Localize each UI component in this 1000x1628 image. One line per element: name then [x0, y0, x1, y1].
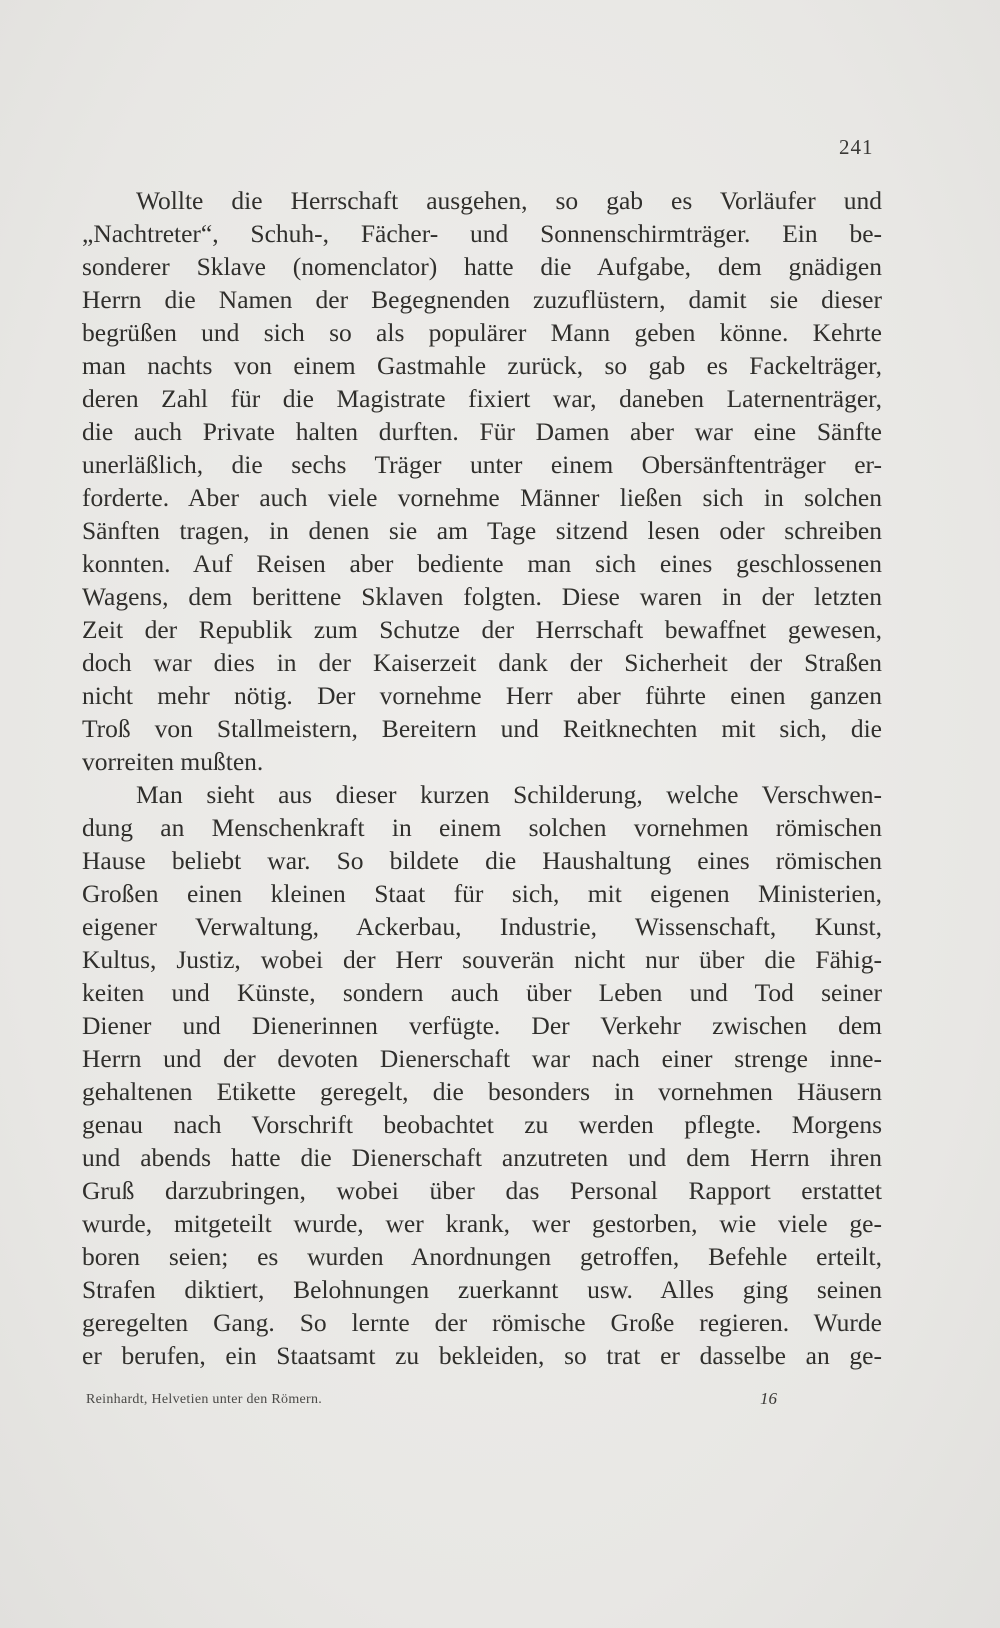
text-line: man nachts von einem Gastmahle zurück, so gab es Fackelträger,: [82, 351, 882, 380]
text-line: Man sieht aus dieser kurzen Schilderung, welche Verschwen-: [136, 780, 882, 809]
text-line: Herrn und der devoten Dienerschaft war nach einer strenge inne-: [82, 1044, 882, 1073]
footer-note: Reinhardt, Helvetien unter den Römern.: [86, 1392, 323, 1407]
text-line: Großen einen kleinen Staat für sich, mit eigenen Ministerien,: [82, 879, 882, 908]
text-line: begrüßen und sich so als populärer Mann geben könne. Kehrte: [82, 318, 882, 347]
text-line: Herrn die Namen der Begegnenden zuzuflüstern, damit sie dieser: [82, 285, 882, 314]
text-line: geregelten Gang. So lernte der römische Große regieren. Wurde: [82, 1308, 882, 1337]
text-line: nicht mehr nötig. Der vornehme Herr aber führte einen ganzen: [82, 681, 882, 710]
text-line: Strafen diktiert, Belohnungen zuerkannt usw. Alles ging seinen: [82, 1275, 882, 1304]
text-line: wurde, mitgeteilt wurde, wer krank, wer gestorben, wie viele ge-: [82, 1209, 882, 1238]
text-line: Sänften tragen, in denen sie am Tage sitzend lesen oder schreiben: [82, 516, 882, 545]
text-line: konnten. Auf Reisen aber bediente man sich eines geschlossenen: [82, 549, 882, 578]
body-text: [82, 184, 882, 1372]
text-line: die auch Private halten durften. Für Damen aber war eine Sänfte: [82, 417, 882, 446]
text-line: Hause beliebt war. So bildete die Haushaltung eines römischen: [82, 846, 882, 875]
text-line: dung an Menschenkraft in einem solchen vornehmen römischen: [82, 813, 882, 842]
text-line: vorreiten mußten.: [82, 747, 264, 776]
text-line: unerläßlich, die sechs Träger unter einem Obersänftenträger er-: [82, 450, 882, 479]
text-line: Gruß darzubringen, wobei über das Personal Rapport erstattet: [82, 1176, 882, 1205]
text-line: keiten und Künste, sondern auch über Leben und Tod seiner: [82, 978, 882, 1007]
text-line: genau nach Vorschrift beobachtet zu werden pflegte. Morgens: [82, 1110, 882, 1139]
text-line: Zeit der Republik zum Schutze der Herrschaft bewaffnet gewesen,: [82, 615, 882, 644]
text-line: boren seien; es wurden Anordnungen getroffen, Befehle erteilt,: [82, 1242, 882, 1271]
text-line: Diener und Dienerinnen verfügte. Der Verkehr zwischen dem: [82, 1011, 882, 1040]
text-line: Wollte die Herrschaft ausgehen, so gab es Vorläufer und: [136, 186, 882, 215]
text-line: gehaltenen Etikette geregelt, die besonders in vornehmen Häusern: [82, 1077, 882, 1106]
text-line: „Nachtreter“, Schuh-, Fächer- und Sonnenschirmträger. Ein be-: [82, 219, 882, 248]
text-line: eigener Verwaltung, Ackerbau, Industrie, Wissenschaft, Kunst,: [82, 912, 882, 941]
text-line: doch war dies in der Kaiserzeit dank der Sicherheit der Straßen: [82, 648, 882, 677]
text-line: und abends hatte die Dienerschaft anzutreten und dem Herrn ihren: [82, 1143, 882, 1172]
text-line: er berufen, ein Staatsamt zu bekleiden, so trat er dasselbe an ge-: [82, 1341, 882, 1370]
page-number: 241: [839, 135, 874, 159]
text-line: forderte. Aber auch viele vornehme Männer ließen sich in solchen: [82, 483, 882, 512]
text-line: deren Zahl für die Magistrate fixiert war, daneben Laternenträger,: [82, 384, 882, 413]
text-line: Wagens, dem berittene Sklaven folgten. Diese waren in der letzten: [82, 582, 882, 611]
signature-mark: 16: [760, 1389, 777, 1408]
text-line: sonderer Sklave (nomenclator) hatte die Aufgabe, dem gnädigen: [82, 252, 882, 281]
text-line: Troß von Stallmeistern, Bereitern und Reitknechten mit sich, die: [82, 714, 882, 743]
text-line: Kultus, Justiz, wobei der Herr souverän nicht nur über die Fähig-: [82, 945, 882, 974]
